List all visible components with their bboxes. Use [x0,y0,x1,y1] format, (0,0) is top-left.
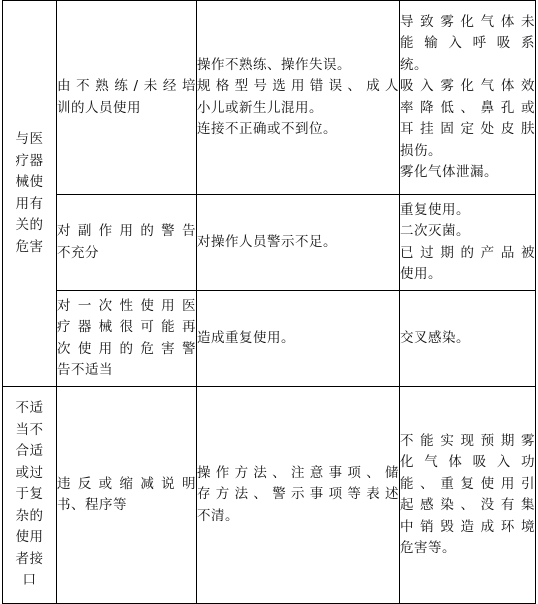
effect-text: 不清。 [197,507,239,524]
cause-text: 不充分 [57,244,99,261]
category-text: 于复 [15,486,44,503]
risk-text: 起感染、没有集 [400,497,535,513]
cause-text: 对一次性使用医 [57,297,196,314]
category-text: 不适 [15,400,44,417]
risk-cell [400,387,536,604]
effect-text: 规格型号选用错误、成人 [197,78,399,94]
table-row [3,387,536,604]
risk-cell [400,195,536,291]
table-row [3,1,536,195]
effect-text: 造成重复使用。 [197,329,295,346]
risk-text: 二次灭菌。 [400,223,470,239]
category-text: 疗器 [15,152,44,169]
category-text: 与医 [15,131,44,147]
hazard-table [2,0,536,604]
effect-cell [197,387,400,604]
risk-text: 能输入呼吸系 [400,35,535,51]
risk-text: 不能实现预期雾 [400,432,535,449]
risk-text: 导致雾化气体未 [400,13,535,30]
cause-text: 对副作用的警告 [57,223,196,239]
risk-text: 化气体吸入功 [400,454,535,470]
risk-text: 统。 [400,56,428,73]
effect-text: 连接不正确或不到位。 [197,121,337,137]
hazard-category-cell [3,1,57,387]
category-text: 械使 [15,174,44,190]
effect-cell [197,1,400,195]
effect-text: 存方法、警示事项等表述 [197,486,399,503]
risk-text: 吸入雾化气体效 [400,78,535,94]
cause-cell [57,291,197,387]
risk-text: 中销毁造成环境 [400,518,535,535]
risk-text: 危害等。 [400,540,456,556]
cause-cell [57,195,197,291]
risk-text: 交叉感染。 [400,329,470,346]
risk-text: 耳挂固定处皮肤 [400,121,535,137]
category-text: 当不 [15,421,44,438]
effect-cell [197,291,400,387]
effect-cell [197,195,400,291]
risk-text: 已过期的产品被 [400,244,535,261]
table-row [3,291,536,387]
effect-text: 操作不熟练、操作失误。 [197,56,351,73]
category-text: 合适 [15,443,44,460]
cause-text: 次使用的危害警 [57,340,196,357]
cause-cell [57,387,197,604]
category-text: 关的 [15,217,44,233]
cause-text: 由不熟练/未经培 [57,78,196,94]
risk-text: 损伤。 [400,142,442,159]
cause-text: 疗器械很可能再 [57,319,196,335]
risk-text: 雾化气体泄漏。 [400,164,498,180]
table-row [3,195,536,291]
effect-text: 操作方法、注意事项、储 [197,464,399,481]
cause-text: 训的人员使用 [57,99,141,116]
cause-text: 违反或缩减说明 [57,475,196,492]
risk-text: 使用。 [400,266,442,282]
risk-text: 率降低、鼻孔或 [400,99,535,116]
category-text: 危害 [15,238,44,255]
cause-cell [57,1,197,195]
cause-text: 书、程序等 [57,497,127,513]
risk-cell [400,291,536,387]
hazard-category-cell [3,387,57,604]
cause-text: 告不适当 [57,362,113,378]
effect-text: 小儿或新生儿混用。 [197,99,323,116]
category-text: 使用 [15,529,44,546]
category-text: 者接 [15,550,44,567]
risk-text: 能、重复使用引 [400,475,535,492]
category-text: 口 [22,572,37,589]
category-text: 用有 [15,195,44,212]
risk-cell [400,1,536,195]
effect-text: 对操作人员警示不足。 [197,233,337,250]
category-text: 杂的 [15,507,44,524]
category-text: 或过 [15,464,44,481]
risk-text: 重复使用。 [400,201,470,218]
